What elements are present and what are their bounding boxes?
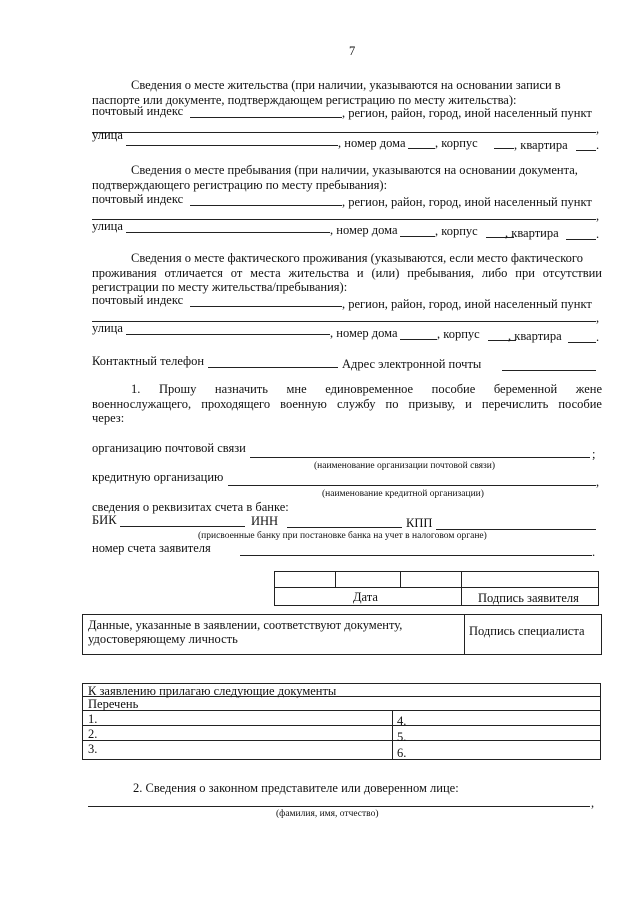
account-number-label: номер счета заявителя xyxy=(92,541,211,555)
residence-apartment-field[interactable] xyxy=(576,150,596,151)
bik-field[interactable] xyxy=(120,526,245,527)
account-number-field[interactable] xyxy=(240,555,592,556)
stay-postal-label: почтовый индекс xyxy=(92,192,184,206)
page-number: 7 xyxy=(349,44,356,58)
date-cell-divider-2 xyxy=(400,571,401,588)
applicant-signature-label[interactable]: Подпись заявителя xyxy=(478,591,579,605)
stay-region-label: , регион, район, город, иной населенный пункт xyxy=(342,195,592,209)
bik-label: БИК xyxy=(92,513,117,527)
account-details-label: сведения о реквизитах счета в банке: xyxy=(92,500,289,514)
stay-intro-1: Сведения о месте пребывания (при наличии, указываются на основании документа, xyxy=(131,163,578,177)
representative-name-field[interactable] xyxy=(88,806,590,807)
credit-org-field[interactable] xyxy=(228,485,596,486)
attachment-item-1[interactable]: 1. xyxy=(88,712,98,726)
attachment-item-5[interactable]: 5. xyxy=(397,730,407,744)
residence-street-label: улица xyxy=(92,128,123,142)
residence-region-field[interactable] xyxy=(92,132,596,133)
residence-building-field[interactable] xyxy=(494,148,514,149)
residence-house-field[interactable] xyxy=(408,148,435,149)
post-office-label: организацию почтовой связи xyxy=(92,441,246,455)
residence-building-label: , корпус xyxy=(435,136,478,150)
actual-apartment-field[interactable] xyxy=(568,342,596,343)
page: 7 Сведения о месте жительства (при наличии, указываются на основании записи в паспорте или документе, подтверждающем регистрацию по месту жительства): почтовый индекс , регион, район, город, иной населенный пункт улица , номер дома , корпус , квартира Сведения о месте пребывания (при наличии, указываются на основании документа, подтверждающего регистрацию по месту пребывания): почтовый индекс , регион, район, город, иной населенный пункт улица , номер дома , корпус , квартира Сведения о месте фактического проживания (указываются, если место фактического проживания отличается от места жительства и (или) пребывания, либо при отсутствии регистрации по месту жительства/пребывания): почтовый индекс , регион, район, город, иной населенный пункт улица , номер дома , корпус , квартира Контактный телефон Адрес электронной почты 1. Прошу назначить мне единовременное пособие беременной жене военнослужащего, проходящего военную службу по призыву, и перечислить пособие через: организацию почтовой связи ; (наименование организации почтовой связи) кредитную организацию (наименование кредитной организации) сведения о реквизитах счета в банке: БИК ИНН КПП (присвоенные банку при постановке банка на учет в налоговом органе) номер счета заявителя Дата Подпись заявителя Данные, указанные в заявлении, соответствуют документу, удостоверяющему личность Подпись специалиста К заявлению прилагаю следующие документы Перечень 1. 2. 3. 4. 5. 6. 2. Сведения о законном представителе или доверенном лице: , (фамилия, имя, отчество) , . , . , . , . xyxy=(0,0,640,905)
actual-intro-3: регистрации по месту жительства/пребывания): xyxy=(92,280,348,294)
request-line-2-wrap xyxy=(92,397,602,411)
kpp-field[interactable] xyxy=(436,529,596,530)
phone-field[interactable] xyxy=(208,367,338,368)
stay-postal-field[interactable] xyxy=(190,205,342,206)
stay-house-label: , номер дома xyxy=(330,223,398,237)
attachments-row-line-4 xyxy=(82,740,601,741)
signature-cell-divider xyxy=(461,571,462,606)
inn-label: ИНН xyxy=(251,514,279,528)
attachments-list-header: Перечень xyxy=(88,697,139,711)
residence-street-field[interactable] xyxy=(126,145,338,146)
email-field[interactable] xyxy=(502,370,596,371)
actual-house-field[interactable] xyxy=(400,339,437,340)
kpp-label: КПП xyxy=(406,516,433,530)
verification-text-2: удостоверяющему личность xyxy=(88,632,238,646)
verification-divider xyxy=(464,614,465,655)
request-line-2: военнослужащего, проходящего военную службу по призыву, и перечислить пособие xyxy=(92,397,602,411)
representative-title: 2. Сведения о законном представителе или доверенном лице: xyxy=(133,781,459,795)
stay-street-label: улица xyxy=(92,219,123,233)
attachments-header: К заявлению прилагаю следующие документы xyxy=(88,684,337,698)
stay-region-field[interactable] xyxy=(92,219,596,220)
actual-apartment-label: , квартира xyxy=(508,329,562,343)
actual-intro-1: Сведения о месте фактического проживания (указываются, если место фактического xyxy=(131,251,583,265)
date-cell-divider-1 xyxy=(335,571,336,588)
request-line-1: 1. Прошу назначить мне единовременное пособие беременной жене xyxy=(131,382,602,396)
actual-intro-2: проживания отличается от места жительства и (или) пребывания, либо при отсутствии xyxy=(92,266,602,280)
request-line-3: через: xyxy=(92,411,125,425)
actual-building-label: , корпус xyxy=(437,327,480,341)
phone-label: Контактный телефон xyxy=(92,354,205,368)
actual-postal-field[interactable] xyxy=(190,306,342,307)
actual-region-field[interactable] xyxy=(92,321,596,322)
actual-street-field[interactable] xyxy=(126,334,330,335)
attachment-item-6[interactable]: 6. xyxy=(397,746,407,760)
attachment-item-2[interactable]: 2. xyxy=(88,727,98,741)
residence-apartment-label: , квартира xyxy=(514,138,568,152)
attachments-column-divider xyxy=(392,710,393,760)
attachments-row-line-3 xyxy=(82,725,601,726)
actual-intro-2-wrap xyxy=(92,266,602,280)
codes-hint: (присвоенные банку при постановке банка на учет в налоговом органе) xyxy=(198,531,487,541)
stay-apartment-field[interactable] xyxy=(566,239,596,240)
stay-intro-2: подтверждающего регистрацию по месту пребывания): xyxy=(92,178,388,192)
inn-field[interactable] xyxy=(287,527,402,528)
signature-table-divider xyxy=(274,587,599,588)
stay-apartment-label: , квартира xyxy=(505,226,559,240)
attachments-row-line-2 xyxy=(82,710,601,711)
actual-street-label: улица xyxy=(92,321,123,335)
stay-house-field[interactable] xyxy=(400,236,435,237)
residence-intro-2: паспорте или документе, подтверждающем регистрацию по месту жительства): xyxy=(92,93,517,107)
stay-building-label: , корпус xyxy=(435,224,478,238)
representative-hint: (фамилия, имя, отчество) xyxy=(276,809,379,819)
post-office-hint: (наименование организации почтовой связи) xyxy=(314,461,496,471)
credit-org-hint: (наименование кредитной организации) xyxy=(322,489,484,499)
residence-postal-field[interactable] xyxy=(190,117,342,118)
attachment-item-3[interactable]: 3. xyxy=(88,742,98,756)
actual-postal-label: почтовый индекс xyxy=(92,293,184,307)
residence-postal-label: почтовый индекс xyxy=(92,104,184,118)
attachment-item-4[interactable]: 4. xyxy=(397,714,407,728)
date-label: Дата xyxy=(353,590,378,604)
residence-house-label: , номер дома xyxy=(338,136,406,150)
residence-region-label: , регион, район, город, иной населенный пункт xyxy=(342,106,592,120)
actual-house-label: , номер дома xyxy=(330,326,398,340)
email-label: Адрес электронной почты xyxy=(342,357,482,371)
stay-street-field[interactable] xyxy=(126,232,330,233)
request-line-1-wrap xyxy=(131,382,602,396)
verification-text-1: Данные, указанные в заявлении, соответствуют документу, xyxy=(88,618,403,632)
credit-org-label: кредитную организацию xyxy=(92,470,224,484)
actual-region-label: , регион, район, город, иной населенный пункт xyxy=(342,297,592,311)
specialist-signature-label[interactable]: Подпись специалиста xyxy=(469,624,585,638)
residence-intro-1: Сведения о месте жительства (при наличии, указываются на основании записи в xyxy=(131,78,561,92)
post-office-field[interactable] xyxy=(250,457,590,458)
